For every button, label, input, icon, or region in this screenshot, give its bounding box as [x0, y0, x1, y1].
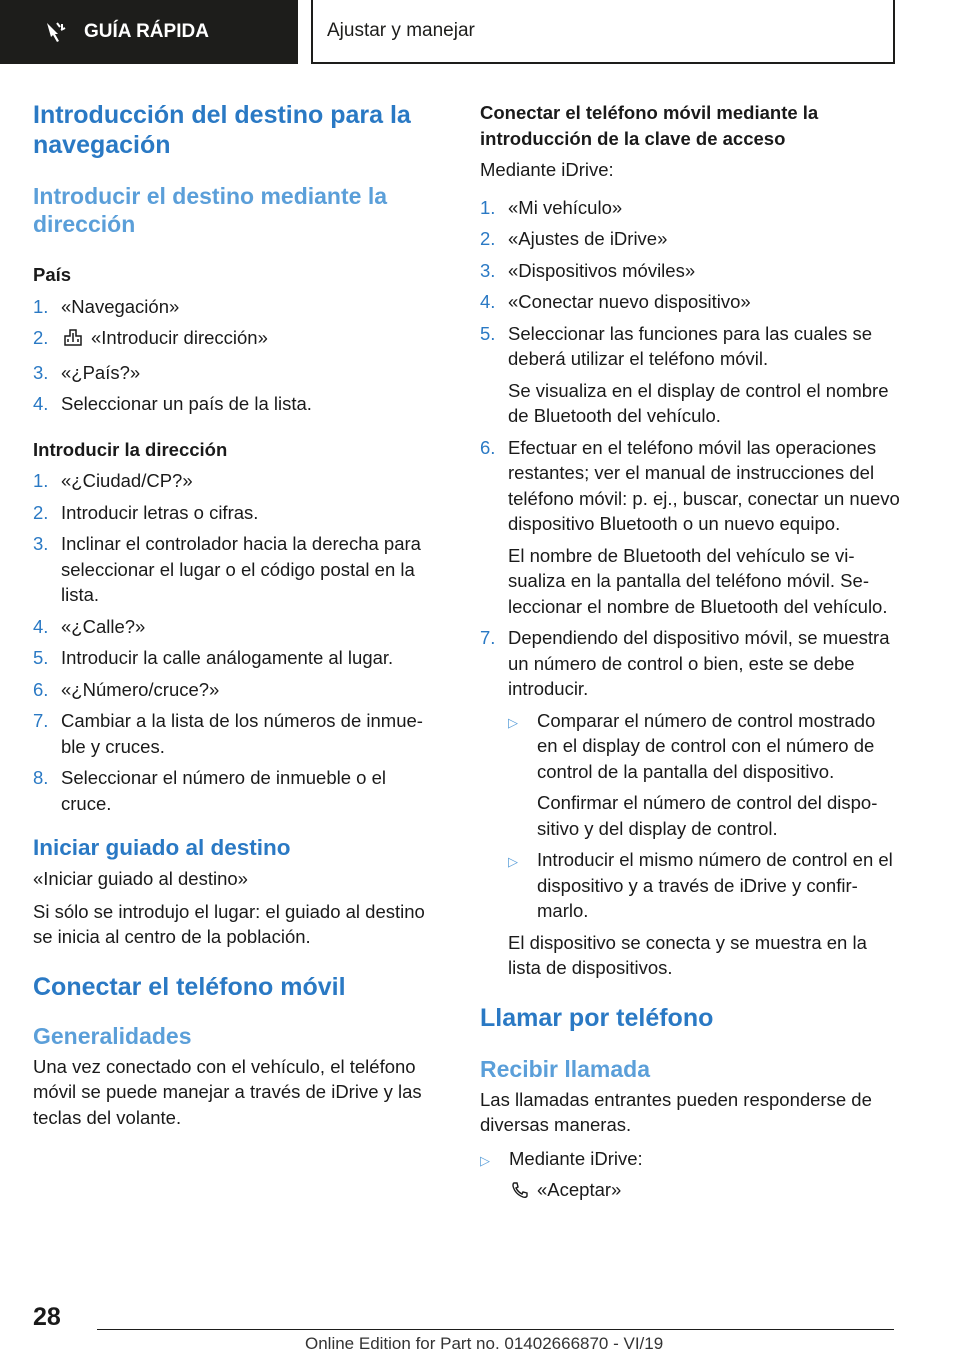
phone-handset-icon [511, 1180, 529, 1206]
connect-steps [480, 195, 900, 981]
list-item: 7. Dependiendo del dispositivo móvil, se muestra un número de control o bien, este se debe introducir. ▷ Comparar el número de control mostrado en el display de control con el número de control de la pantalla del dispositivo. Confirmar el número de control del dispositivo y del display de control. ▷ Introducir el mismo número de control en el dispositivo y a través de iDrive y confirmarlo. El dispositivo se conecta y se muestra en la lista de dispositivos. [480, 625, 900, 981]
start-guidance-note: Si sólo se introdujo el lugar: el guiado al destino se inicia al centro de la población. [33, 900, 425, 947]
list-item: 2. «Introducir dirección» [33, 325, 438, 354]
list-item: 4. «Conectar nuevo dispositivo» [480, 291, 751, 312]
page-number: 28 [33, 1303, 61, 1331]
start-guidance-heading: Iniciar guiado al destino [33, 835, 291, 860]
list-item: 4. Seleccionar un país de la lista. [33, 393, 312, 414]
address-steps [33, 468, 438, 816]
general-text: Una vez conectado con el vehículo, el teléfono móvil se puede manejar a través de iDrive y las teclas del volante. [33, 1055, 422, 1128]
list-item: 8. Seleccionar el número de inmueble o el cruce. [33, 767, 386, 814]
edition-text: Online Edition for Part no. 01402666870 - VI/19 [305, 1334, 664, 1353]
receive-call-text: Las llamadas entrantes pueden responderse de diversas maneras. [480, 1088, 872, 1135]
nav-destination-heading: Introducción del destino para la navegación [33, 101, 411, 159]
quick-guide-icon [44, 20, 70, 44]
list-item: 2. Introducir letras o cifras. [33, 501, 259, 523]
list-item: 3. «¿País?» [33, 361, 141, 383]
sub-item: ▷ Introducir el mismo número de control en el dispositivo y a través de iDrive y confirmarlo. [508, 847, 900, 924]
triangle-bullet-icon: ▷ [480, 1152, 490, 1168]
navigation-icon [63, 327, 83, 354]
general-heading: Generalidades [33, 1022, 192, 1049]
list-item: 6. Efectuar en el teléfono móvil las operaciones restantes; ver el manual de instrucciones del teléfono móvil: p. ej., buscar, conectar un nuevo dispositivo Bluetooth o un nuevo equipo. El nombre de Bluetooth del vehículo se visualiza en la pantalla del teléfono móvil. Seleccionar el nombre de Bluetooth del vehículo. [480, 436, 900, 617]
via-idrive-text: Mediante iDrive: [480, 159, 614, 180]
triangle-bullet-icon: ▷ [508, 714, 518, 730]
connect-phone-heading: Conectar el teléfono móvil [33, 972, 346, 1001]
section-title-text: Ajustar y manejar [327, 20, 475, 41]
start-guidance-text: «Iniciar guiado al destino» [33, 868, 248, 889]
section-title [311, 0, 895, 64]
right-column [480, 100, 900, 1206]
triangle-bullet-icon: ▷ [508, 854, 518, 869]
list-item: 1. «Navegación» [33, 295, 180, 317]
make-call-heading: Llamar por teléfono [480, 1003, 714, 1032]
list-item: 1. «Mi vehículo» [480, 196, 623, 218]
list-item: 5. Introducir la calle análogamente al lugar. [33, 647, 394, 668]
list-item: 2. «Ajustes de iDrive» [480, 228, 668, 249]
country-steps [33, 294, 438, 417]
list-item: 4. «¿Calle?» [33, 615, 146, 637]
list-item: 3. «Dispositivos móviles» [480, 259, 696, 281]
quick-guide-label: GUÍA RÁPIDA [84, 21, 209, 42]
quick-guide-tab[interactable] [0, 0, 298, 64]
list-item: 3. Inclinar el controlador hacia la derecha para seleccionar el lugar o el código postal en la lista. [33, 533, 421, 605]
list-item: 7. Cambiar a la lista de los números de inmueble y cruces. [33, 710, 423, 757]
country-title: País [33, 264, 72, 285]
list-item: 6. «¿Número/cruce?» [33, 678, 220, 700]
connect-with-passkey-title: Conectar el teléfono móvil mediante la introducción de la clave de acceso [480, 102, 819, 149]
list-item: 5. Seleccionar las funciones para las cuales se deberá utilizar el teléfono móvil. Se visualiza en el display de control el nombre de Bluetooth del vehículo. [480, 322, 889, 426]
address-destination-heading: Introducir el destino mediante la dirección [33, 183, 388, 237]
sub-item: ▷ Comparar el número de control mostrado en el display de control con el número de control de la pantalla del dispositivo. Confirmar el número de control del dispositivo y del display de control. [508, 708, 900, 842]
sub-item: ▷ Mediante iDrive: «Aceptar» [480, 1146, 900, 1206]
left-column [33, 100, 438, 1130]
receive-call-heading: Recibir llamada [480, 1055, 651, 1082]
list-item: 1. «¿Ciudad/CP?» [33, 470, 193, 491]
footer-divider [97, 1329, 894, 1330]
address-title: Introducir la dirección [33, 438, 228, 460]
